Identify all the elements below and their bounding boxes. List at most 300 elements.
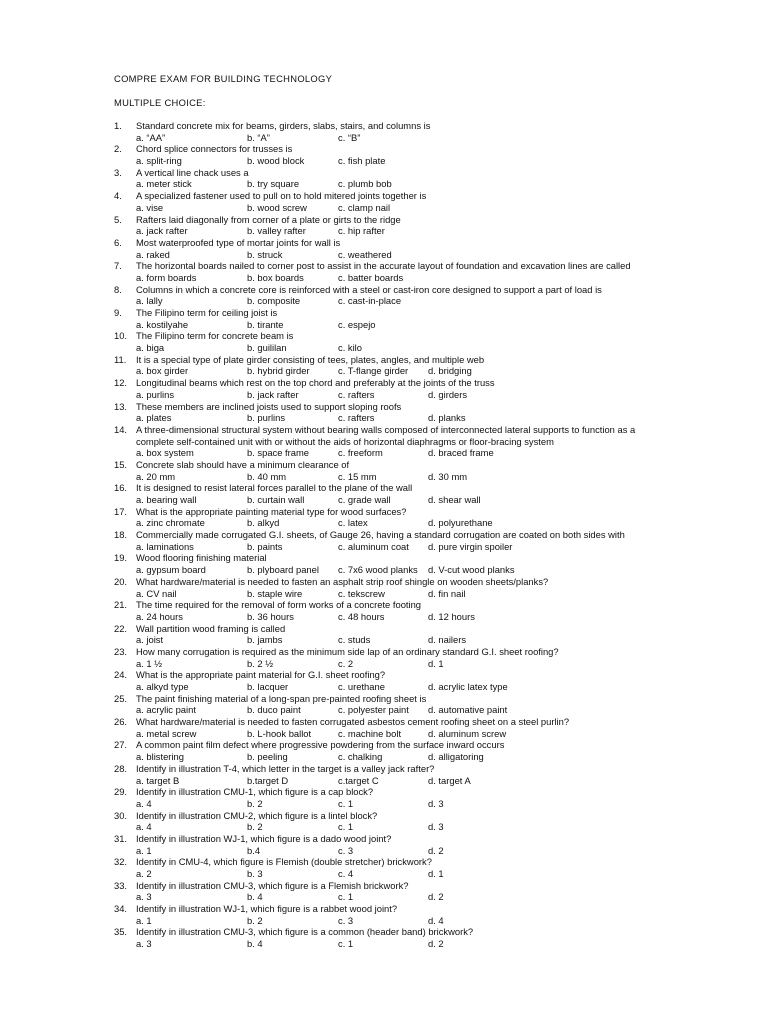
answer-option: a. 1: [136, 844, 152, 856]
question-number: 8.: [114, 283, 122, 295]
question-number: 10.: [114, 330, 128, 342]
answer-options: [0, 704, 768, 716]
question-item: [0, 623, 768, 646]
question-text: A vertical line chack uses a: [136, 166, 249, 178]
question-number: 35.: [114, 926, 128, 938]
answer-options: [0, 728, 768, 740]
question-number: 26.: [114, 716, 128, 728]
question-text: Columns in which a concrete core is reinforced with a steel or cast-iron core designed to support a part of load is: [136, 283, 602, 295]
answer-option: b. 4: [247, 891, 263, 903]
answer-option: d. 2: [428, 844, 444, 856]
question-line: [0, 926, 768, 938]
answer-option: c. weathered: [338, 248, 392, 260]
answer-option: d. V-cut wood planks: [428, 564, 515, 576]
question-text: Identify in CMU-4, which figure is Flemish (double stretcher) brickwork?: [136, 856, 432, 868]
answer-option: c. fish plate: [338, 155, 386, 167]
answer-option: b. guililan: [247, 342, 287, 354]
answer-option: a. 3: [136, 891, 152, 903]
answer-option: a. gypsum board: [136, 564, 206, 576]
question-item: [0, 260, 768, 283]
question-item: [0, 786, 768, 809]
answer-option: a. kostilyahe: [136, 318, 189, 330]
question-line: [0, 552, 768, 564]
question-text: A common paint film defect where progressive powdering from the surface inward occurs: [136, 739, 505, 751]
answer-option: c. 1: [338, 821, 354, 833]
answer-option: a. 1 ½: [136, 657, 163, 669]
question-item: [0, 669, 768, 692]
answer-option: b. 2: [247, 914, 263, 926]
answer-option: b. 2: [247, 821, 263, 833]
answer-option: a. 20 mm: [136, 470, 176, 482]
answer-options: [0, 868, 768, 880]
answer-options: [0, 365, 768, 377]
answer-option: c. aluminum coat: [338, 540, 409, 552]
question-number: 11.: [114, 353, 127, 365]
question-number: 13.: [114, 400, 128, 412]
answer-option: a. 4: [136, 821, 152, 833]
answer-option: c. tekscrew: [338, 587, 385, 599]
answer-options: [0, 564, 768, 576]
answer-option: c. plumb bob: [338, 178, 392, 190]
answer-options: [0, 821, 768, 833]
answer-option: c. polyester paint: [338, 704, 409, 716]
answer-option: a. 24 hours: [136, 610, 183, 622]
question-item: [0, 552, 768, 575]
answer-option: b. lacquer: [247, 681, 289, 692]
question-line: [0, 143, 768, 155]
answer-option: b. purlins: [247, 412, 286, 424]
answer-option: b. tirante: [247, 318, 284, 330]
answer-option: d. polyurethane: [428, 517, 493, 529]
question-item: [0, 903, 768, 926]
question-number: 6.: [114, 236, 122, 248]
question-number: 24.: [114, 669, 128, 681]
answer-option: a. box system: [136, 447, 194, 459]
answer-option: c. grade wall: [338, 494, 391, 505]
question-text: Chord splice connectors for trusses is: [136, 143, 293, 155]
question-text: Identify in illustration CMU-2, which figure is a lintel block?: [136, 809, 378, 821]
answer-options: [0, 938, 768, 950]
question-text: Longitudinal beams which rest on the top chord and preferably at the joints of the truss: [136, 377, 495, 389]
question-number: 27.: [114, 739, 128, 751]
answer-option: c. urethane: [338, 681, 385, 692]
answer-option: b. composite: [247, 295, 301, 307]
answer-option: d. fin nail: [428, 587, 466, 599]
question-item: [0, 716, 768, 739]
answer-options: [0, 517, 768, 529]
answer-options: [0, 845, 768, 857]
answer-option: a. box girder: [136, 365, 189, 377]
question-line: [0, 190, 768, 202]
question-item: [0, 576, 768, 599]
question-text: Wood flooring finishing material: [136, 552, 267, 564]
answer-option: d. 3: [428, 797, 444, 809]
answer-option: c. 15 mm: [338, 470, 377, 482]
answer-option: b. 2: [247, 797, 263, 809]
answer-options: [0, 891, 768, 903]
answer-option: a. CV nail: [136, 587, 177, 599]
answer-option: c. rafters: [338, 388, 375, 400]
answer-option: a. plates: [136, 412, 172, 424]
question-line: [0, 739, 768, 751]
answer-option: c. batter boards: [338, 271, 404, 283]
question-item: [0, 506, 768, 529]
question-line: [0, 693, 768, 705]
answer-option: a. form boards: [136, 271, 197, 283]
answer-option: c. clamp nail: [338, 201, 391, 213]
answer-options: [0, 272, 768, 284]
question-text: The Filipino term for concrete beam is: [136, 330, 294, 342]
answer-option: b. L-hook ballot: [247, 727, 312, 739]
answer-options: [0, 751, 768, 763]
question-text: The paint finishing material of a long-span pre-painted roofing sheet is: [136, 692, 427, 704]
answer-option: a. joist: [136, 634, 164, 646]
answer-option: a. alkyd type: [136, 681, 189, 692]
answer-options: [0, 319, 768, 331]
question-number: 2.: [114, 143, 122, 155]
question-item: [0, 810, 768, 833]
answer-options: [0, 775, 768, 787]
question-line: [0, 786, 768, 798]
question-line: [0, 120, 768, 132]
answer-option: d. alligatoring: [428, 751, 484, 763]
answer-option: b. peeling: [247, 751, 288, 763]
answer-option: b.target D: [247, 774, 289, 786]
question-item: [0, 926, 768, 949]
question-text: A specialized fastener used to pull on to hold mitered joints together is: [136, 190, 427, 202]
question-number: 16.: [114, 482, 128, 494]
answer-options: [0, 915, 768, 927]
question-item: [0, 120, 768, 143]
question-item: [0, 284, 768, 307]
answer-option: c. studs: [338, 634, 371, 646]
question-line: [0, 623, 768, 635]
answer-options: [0, 155, 768, 167]
answer-option: a. meter stick: [136, 178, 192, 190]
answer-option: d. shear wall: [428, 494, 481, 505]
question-number: 21.: [114, 599, 128, 611]
answer-option: b. struck: [247, 248, 283, 260]
answer-options: [0, 681, 768, 693]
answer-option: d. 4: [428, 914, 444, 926]
question-line: [0, 377, 768, 389]
question-item: [0, 424, 768, 459]
question-item: [0, 599, 768, 622]
question-number: 28.: [114, 762, 128, 774]
question-item: [0, 856, 768, 879]
question-number: 7.: [114, 260, 122, 272]
question-line: [0, 354, 768, 366]
answer-option: d. 3: [428, 821, 444, 833]
answer-option: c. 7x6 wood planks: [338, 564, 418, 576]
answer-options: [0, 178, 768, 190]
answer-option: d. girders: [428, 388, 468, 400]
question-text: These members are inclined joists used to support sloping roofs: [136, 400, 402, 412]
question-number: 20.: [114, 575, 128, 587]
answer-options: [0, 611, 768, 623]
question-item: [0, 354, 768, 377]
question-line: [0, 903, 768, 915]
question-line: [0, 833, 768, 845]
answer-option: d. target A: [428, 774, 471, 786]
question-number: 22.: [114, 622, 128, 634]
answer-options: [0, 202, 768, 214]
question-text: The time required for the removal of form works of a concrete footing: [136, 599, 422, 611]
answer-option: d. nailers: [428, 634, 467, 646]
answer-option: a. zinc chromate: [136, 517, 205, 529]
answer-option: b. “A”: [247, 131, 270, 143]
question-text: Standard concrete mix for beams, girders, slabs, stairs, and columns is: [136, 120, 431, 131]
question-line: [0, 237, 768, 249]
question-line: [0, 856, 768, 868]
question-number: 18.: [114, 529, 128, 541]
answer-options: [0, 295, 768, 307]
question-number: 9.: [114, 307, 122, 318]
answer-option: a. raked: [136, 248, 170, 260]
question-line: [0, 459, 768, 471]
question-line: [0, 284, 768, 296]
question-line: [0, 529, 768, 541]
question-number: 17.: [114, 505, 128, 517]
answer-option: c. T-flange girder: [338, 365, 409, 377]
question-number: 15.: [114, 458, 128, 470]
answer-option: a. “AA”: [136, 131, 166, 143]
question-item: [0, 646, 768, 669]
answer-option: b. alkyd: [247, 517, 280, 529]
question-text: Identify in illustration T-4, which letter in the target is a valley jack rafter?: [136, 762, 435, 774]
question-text: Identify in illustration CMU-3, which figure is a common (header band) brickwork?: [136, 926, 474, 938]
question-number: 32.: [114, 856, 128, 868]
answer-option: a. biga: [136, 342, 165, 354]
answer-option: d. braced frame: [428, 447, 494, 459]
answer-option: b. curtain wall: [247, 494, 305, 505]
question-item: [0, 880, 768, 903]
answer-option: c. 48 hours: [338, 610, 385, 622]
question-text: What is the appropriate painting material type for wood surfaces?: [136, 505, 407, 517]
question-text: The horizontal boards nailed to corner post to assist in the accurate layout of foundation and excavation lines are called: [136, 260, 631, 272]
question-number: 3.: [114, 166, 122, 178]
question-number: 23.: [114, 645, 128, 657]
answer-option: b. duco paint: [247, 704, 301, 716]
answer-option: c.target C: [338, 774, 379, 786]
answer-option: d. planks: [428, 412, 466, 424]
question-text: How many corrugation is required as the minimum side lap of an ordinary standard G.I. sheet roofing?: [136, 645, 559, 657]
answer-option: d. pure virgin spoiler: [428, 540, 513, 552]
question-line: [0, 330, 768, 342]
answer-option: a. 1: [136, 914, 152, 926]
question-text: Wall partition wood framing is called: [136, 622, 286, 634]
answer-option: c. machine bolt: [338, 727, 402, 739]
answer-option: b. 4: [247, 938, 263, 950]
question-item: [0, 459, 768, 482]
question-number: 29.: [114, 786, 128, 798]
question-line: [0, 401, 768, 413]
answer-option: d. 12 hours: [428, 610, 475, 622]
question-number: 1.: [114, 120, 122, 131]
answer-option: d. 1: [428, 657, 444, 669]
answer-options: [0, 541, 768, 553]
question-line: [0, 763, 768, 775]
question-number: 31.: [114, 832, 128, 844]
question-item: [0, 143, 768, 166]
question-text: complete self-contained unit with or without the aids of horizontal diaphragms or floor-bracing system: [136, 435, 554, 447]
question-line: [0, 599, 768, 611]
question-item: [0, 377, 768, 400]
answer-option: c. 1: [338, 797, 354, 809]
answer-option: a. jack rafter: [136, 225, 188, 237]
question-item: [0, 330, 768, 353]
answer-options: [0, 634, 768, 646]
answer-option: a. split-ring: [136, 155, 182, 167]
answer-option: d. automative paint: [428, 704, 508, 716]
question-text: Commercially made corrugated G.I. sheets, of Gauge 26, having a standard corrugation are coated on both sides with: [136, 529, 625, 541]
answer-option: d. bridging: [428, 365, 472, 377]
question-number: 34.: [114, 903, 128, 915]
answer-option: b. valley rafter: [247, 225, 306, 237]
answer-option: c. latex: [338, 517, 368, 529]
section-heading: MULTIPLE CHOICE:: [114, 97, 206, 108]
answer-options: [0, 658, 768, 670]
answer-option: d. acrylic latex type: [428, 681, 508, 692]
question-item: [0, 401, 768, 424]
question-item: [0, 763, 768, 786]
answer-option: a. metal screw: [136, 727, 197, 739]
answer-options: [0, 342, 768, 354]
answer-option: a. acrylic paint: [136, 704, 196, 716]
answer-option: c. freeform: [338, 447, 383, 459]
question-number: 4.: [114, 190, 122, 202]
question-list: [0, 120, 768, 950]
answer-option: b. space frame: [247, 447, 310, 459]
question-line: [0, 424, 768, 436]
answer-option: d. 30 mm: [428, 470, 468, 482]
question-line: [0, 260, 768, 272]
answer-options: [0, 132, 768, 144]
answer-options: [0, 471, 768, 483]
answer-options: [0, 494, 768, 506]
answer-option: d. 2: [428, 938, 444, 950]
question-line: [0, 880, 768, 892]
answer-option: b. 36 hours: [247, 610, 294, 622]
answer-option: b. plyboard panel: [247, 564, 319, 576]
question-text: Concrete slab should have a minimum clearance of: [136, 458, 350, 470]
question-text: Identify in illustration WJ-1, which figure is a rabbet wood joint?: [136, 903, 398, 915]
question-item: [0, 214, 768, 237]
question-text: What is the appropriate paint material for G.I. sheet roofing?: [136, 669, 386, 681]
question-item: [0, 190, 768, 213]
question-line: [0, 716, 768, 728]
question-item: [0, 237, 768, 260]
answer-option: c. hip rafter: [338, 225, 385, 237]
answer-option: b. paints: [247, 540, 283, 552]
question-text: It is designed to resist lateral forces parallel to the plane of the wall: [136, 482, 413, 494]
question-number: 25.: [114, 692, 128, 704]
question-text: Rafters laid diagonally from corner of a plate or girts to the ridge: [136, 213, 401, 225]
answer-option: c. cast-in-place: [338, 295, 402, 307]
question-text: Most waterproofed type of mortar joints for wall is: [136, 236, 341, 248]
answer-options: [0, 447, 768, 459]
question-item: [0, 167, 768, 190]
question-line: [0, 167, 768, 179]
question-text: Identify in illustration WJ-1, which figure is a dado wood joint?: [136, 832, 392, 844]
document-title: COMPRE EXAM FOR BUILDING TECHNOLOGY: [114, 73, 333, 84]
answer-option: c. 1: [338, 938, 354, 950]
question-text: It is a special type of plate girder consisting of tees, plates, angles, and multiple web: [136, 353, 485, 365]
answer-options: [0, 588, 768, 600]
question-text: A three-dimensional structural system without bearing walls composed of interconnected lateral supports to function as a: [136, 423, 636, 435]
answer-option: a. laminations: [136, 540, 194, 552]
answer-option: a. 2: [136, 868, 152, 879]
answer-option: a. bearing wall: [136, 494, 197, 505]
answer-option: b. 2 ½: [247, 657, 274, 669]
answer-option: c. 1: [338, 891, 354, 903]
answer-options: [0, 412, 768, 424]
answer-option: d. 2: [428, 891, 444, 903]
question-item: [0, 739, 768, 762]
question-text: What hardware/material is needed to fasten an asphalt strip roof shingle on wooden sheets/planks?: [136, 575, 549, 587]
answer-option: a. lally: [136, 295, 163, 307]
question-line: [0, 576, 768, 588]
question-number: 12.: [114, 377, 128, 389]
question-text: The Filipino term for ceiling joist is: [136, 307, 278, 318]
answer-options: [0, 249, 768, 261]
question-line: [0, 307, 768, 319]
question-line: [0, 669, 768, 681]
answer-option: b. try square: [247, 178, 300, 190]
answer-option: a. blistering: [136, 751, 184, 763]
answer-option: d. aluminum screw: [428, 727, 507, 739]
answer-option: c. kilo: [338, 342, 362, 354]
answer-option: b. jack rafter: [247, 388, 299, 400]
answer-option: a. 4: [136, 797, 152, 809]
answer-option: c. chalking: [338, 751, 383, 763]
answer-option: b. hybrid girder: [247, 365, 310, 377]
answer-option: a. purlins: [136, 388, 175, 400]
question-number: 5.: [114, 213, 122, 225]
answer-option: b. 3: [247, 868, 263, 879]
answer-option: c. 3: [338, 844, 354, 856]
answer-options: [0, 225, 768, 237]
question-line: [0, 810, 768, 822]
question-number: 19.: [114, 552, 128, 564]
answer-option: a. vise: [136, 201, 164, 213]
answer-option: c. rafters: [338, 412, 375, 424]
question-text: What hardware/material is needed to fasten corrugated asbestos cement roofing sheet on a steel purlin?: [136, 716, 570, 728]
answer-option: b. jambs: [247, 634, 283, 646]
answer-options: [0, 798, 768, 810]
question-line: [0, 214, 768, 226]
answer-option: b. 40 mm: [247, 470, 287, 482]
question-line: [0, 436, 768, 448]
question-number: 14.: [114, 423, 128, 435]
answer-option: a. target B: [136, 774, 180, 786]
answer-option: b. box boards: [247, 271, 304, 283]
answer-option: d. 1: [428, 868, 444, 879]
answer-option: c. “B”: [338, 131, 361, 143]
question-text: Identify in illustration CMU-1, which figure is a cap block?: [136, 786, 374, 798]
question-item: [0, 529, 768, 552]
answer-option: c. 4: [338, 868, 354, 879]
question-number: 30.: [114, 809, 128, 821]
question-line: [0, 506, 768, 518]
answer-option: b. staple wire: [247, 587, 303, 599]
question-text: Identify in illustration CMU-3, which figure is a Flemish brickwork?: [136, 879, 409, 891]
answer-option: b. wood screw: [247, 201, 307, 213]
answer-option: b.4: [247, 844, 261, 856]
question-line: [0, 482, 768, 494]
question-item: [0, 307, 768, 330]
answer-option: c. 3: [338, 914, 354, 926]
